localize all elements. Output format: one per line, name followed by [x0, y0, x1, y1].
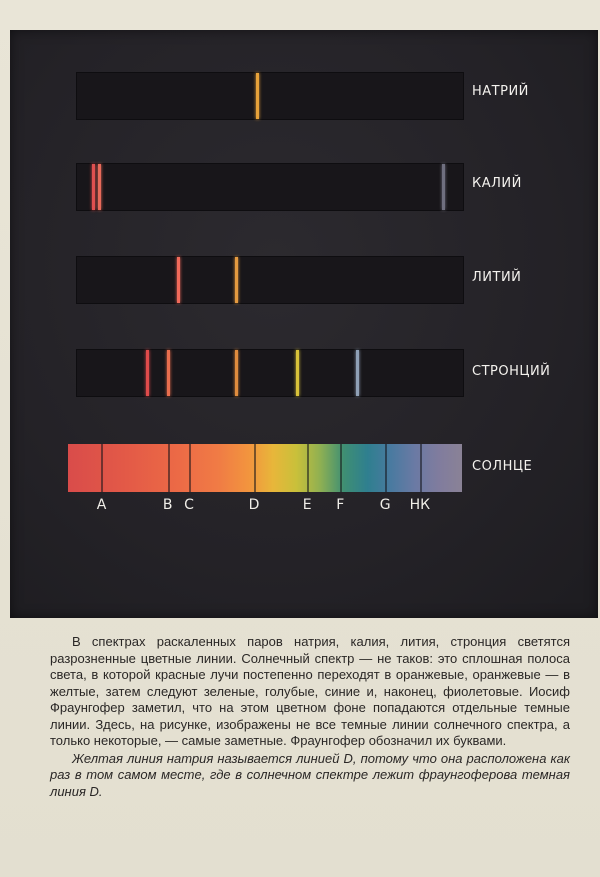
fraunhofer-letter: F — [336, 497, 345, 513]
emission-line — [356, 350, 359, 396]
emission-line — [92, 164, 95, 210]
emission-line — [98, 164, 101, 210]
spectrum-label-sun: СОЛНЦЕ — [472, 459, 533, 474]
fraunhofer-letter: B — [162, 497, 173, 513]
spectrum-label-strontium: СТРОНЦИЙ — [472, 364, 551, 379]
emission-line — [235, 350, 238, 396]
emission-line — [235, 257, 238, 303]
fraunhofer-line — [385, 444, 387, 492]
emission-line — [177, 257, 180, 303]
fraunhofer-letter: E — [302, 497, 312, 513]
caption-paragraph-1: В спектрах раскаленных паров натрия, калия, лития, стронция светятся разрозненные цветные линии. Солнечный спектр — не таков: это сплошная полоса света, в которой красные лучи постепенно переходят в оранжевые, оранжевые — в желтые, затем следуют зеленые, голубые, синие и, наконец, фиолетовые. Иосиф Фраунгофер заметил, что на этом цветном фоне попадаются отдельные темные линии. Здесь, на рисунке, изображены не все темные линии солнечного спектра, а только некоторые, — самые заметные. Фраунгофер обозначил их буквами. — [50, 634, 570, 748]
fraunhofer-line — [101, 444, 103, 492]
solar-spectrum — [68, 444, 462, 492]
emission-line — [256, 73, 259, 119]
fraunhofer-letter: C — [184, 497, 194, 513]
spectrum-strip-sodium — [76, 72, 464, 120]
spectrum-strip-strontium — [76, 349, 464, 397]
fraunhofer-letter: НК — [409, 497, 431, 513]
fraunhofer-line — [189, 444, 191, 492]
fraunhofer-line — [420, 444, 422, 492]
emission-line — [146, 350, 149, 396]
spectrum-strip-lithium — [76, 256, 464, 304]
fraunhofer-letter: D — [248, 497, 260, 513]
spectrum-label-sodium: НАТРИЙ — [472, 84, 529, 99]
spectrum-strip-potassium — [76, 163, 464, 211]
fraunhofer-line — [254, 444, 256, 492]
fraunhofer-letter: A — [96, 497, 107, 513]
fraunhofer-line — [340, 444, 342, 492]
fraunhofer-letter: G — [379, 497, 391, 513]
fraunhofer-line — [307, 444, 309, 492]
caption-text — [50, 634, 570, 800]
spectrum-label-lithium: ЛИТИЙ — [472, 270, 522, 285]
spectrum-label-potassium: КАЛИЙ — [472, 176, 522, 191]
emission-line — [167, 350, 170, 396]
emission-line — [442, 164, 445, 210]
caption-paragraph-2: Желтая линия натрия называется линией D, потому что она расположена как раз в том самом месте, где в солнечном спектре лежит фраунгоферова темная линия D. — [50, 750, 570, 799]
fraunhofer-line — [168, 444, 170, 492]
emission-line — [296, 350, 299, 396]
